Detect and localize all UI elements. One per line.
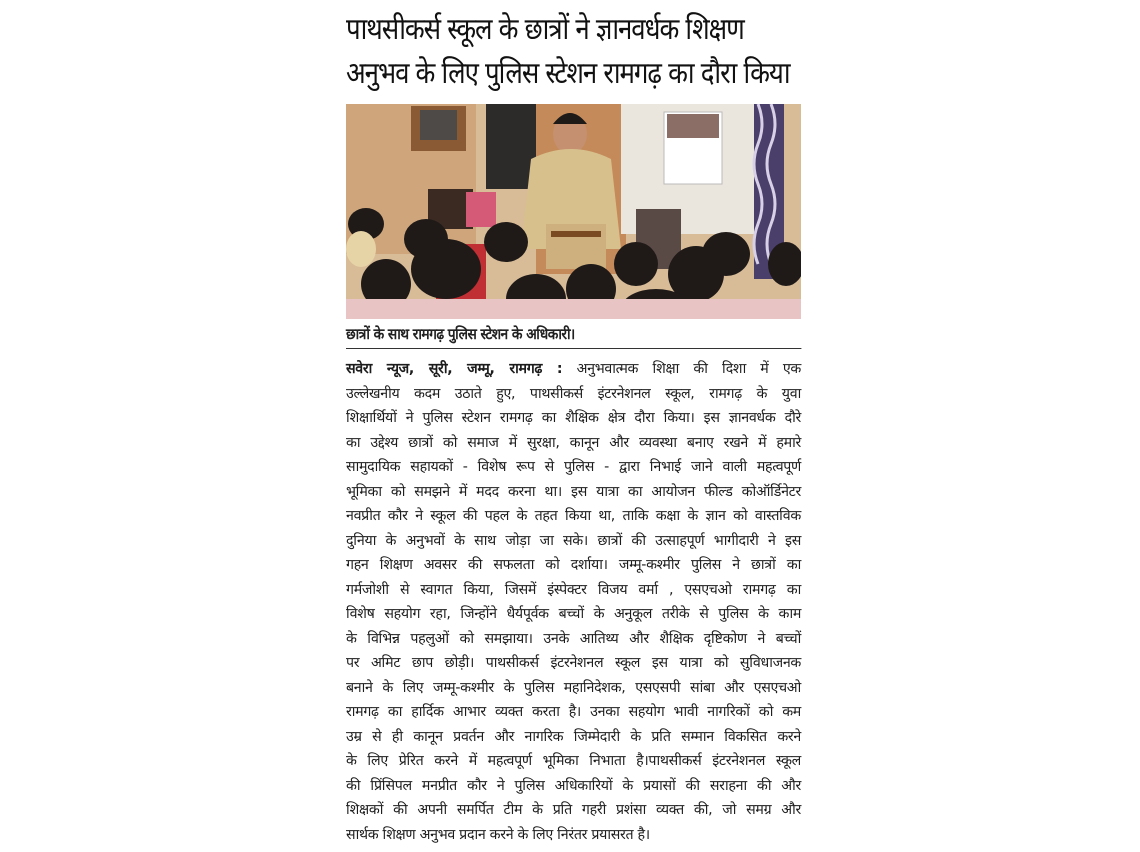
body-line: के लिए प्रेरित करने में महत्वपूर्ण भूमिका निभाता है।पाथसीकर्स इंटरनेशनल स्कूल [346,753,801,769]
body-line: रामगढ़ का हार्दिक आभार व्यक्त करता है। उनका सहयोग भावी नागरिकों को कम [346,704,801,720]
body-line: गर्मजोशी से स्वागत किया, जिसमें इंस्पेक्टर विजय वर्मा , एसएचओ रामगढ़ का [346,581,801,598]
dateline: सवेरा न्यूज, सूरी, जम्मू, रामगढ़ : [346,361,563,377]
body-line: के विभिन्न पहलुओं को समझाया। उनके आतिथ्य और शैक्षिक दृष्टिकोण ने बच्चों [346,630,801,647]
body-line: बनाने के लिए जम्मू-कश्मीर के पुलिस महानिदेशक, एसएसपी सांबा और एसएचओ [346,679,801,696]
body-line: शिक्षकों की अपनी समर्पित टीम के प्रति गहरी प्रशंसा व्यक्त की, जो समग्र और [346,802,801,818]
headline-line-2: अनुभव के लिए पुलिस स्टेशन रामगढ़ का दौरा किया [346,56,790,91]
news-article [346,8,806,847]
photo-caption: छात्रों के साथ रामगढ़ पुलिस स्टेशन के अधिकारी। [346,322,801,349]
body-line: सवेरा न्यूज, सूरी, जम्मू, रामगढ़ : अनुभवात्मक शिक्षा की दिशा में एक [346,361,801,377]
body-line: उल्लेखनीय कदम उठाते हुए, पाथसीकर्स इंटरनेशनल स्कूल, रामगढ़ के युवा [346,385,801,402]
body-line: शिक्षार्थियों ने पुलिस स्टेशन रामगढ़ का शैक्षिक क्षेत्र दौरा किया। इस ज्ञानवर्धक दौरे [346,410,801,426]
body-line: गहन शिक्षण अवसर की सफलता को दर्शाया। जम्मू-कश्मीर पुलिस ने छात्रों का [346,557,801,573]
body-line: की प्रिंसिपल मनप्रीत कौर ने पुलिस अधिकारियों के प्रयासों की सराहना की और [346,777,801,794]
police-officer-with-students-photo [346,104,801,319]
body-line: उम्र से ही कानून प्रवर्तन और नागरिक जिम्मेदारी के प्रति सम्मान विकसित करने [346,728,801,745]
body-line: दुनिया के अनुभवों के साथ जोड़ा जा सके। छात्रों की उत्साहपूर्ण भागीदारी ने इस [346,532,801,549]
body-line: सार्थक शिक्षण अनुभव प्रदान करने के लिए निरंतर प्रयासरत है। [346,826,650,843]
article-photo [346,104,801,319]
headline-line-1: पाथसीकर्स स्कूल के छात्रों ने ज्ञानवर्धक शिक्षण [346,12,744,47]
headline [346,8,810,96]
body-line: सामुदायिक सहायकों - विशेष रूप से पुलिस - द्वारा निभाई जाने वाली महत्वपूर्ण [346,459,801,475]
body-line: नवप्रीत कौर ने स्कूल की पहल के तहत किया था, ताकि कक्षा के ज्ञान को वास्तविक [346,508,801,524]
article-body [346,357,806,847]
body-line: भूमिका को समझने में मदद करना था। इस यात्रा का आयोजन फील्ड कोऑर्डिनेटर [346,483,801,500]
body-line: का उद्देश्य छात्रों को समाज में सुरक्षा, कानून और व्यवस्था बनाए रखने में हमारे [346,434,801,451]
body-line: विशेष सहयोग रहा, जिन्होंने धैर्यपूर्वक बच्चों के अनुकूल तरीके से पुलिस के काम [346,606,801,622]
body-line: पर अमिट छाप छोड़ी। पाथसीकर्स इंटरनेशनल स्कूल इस यात्रा को सुविधाजनक [346,655,801,671]
